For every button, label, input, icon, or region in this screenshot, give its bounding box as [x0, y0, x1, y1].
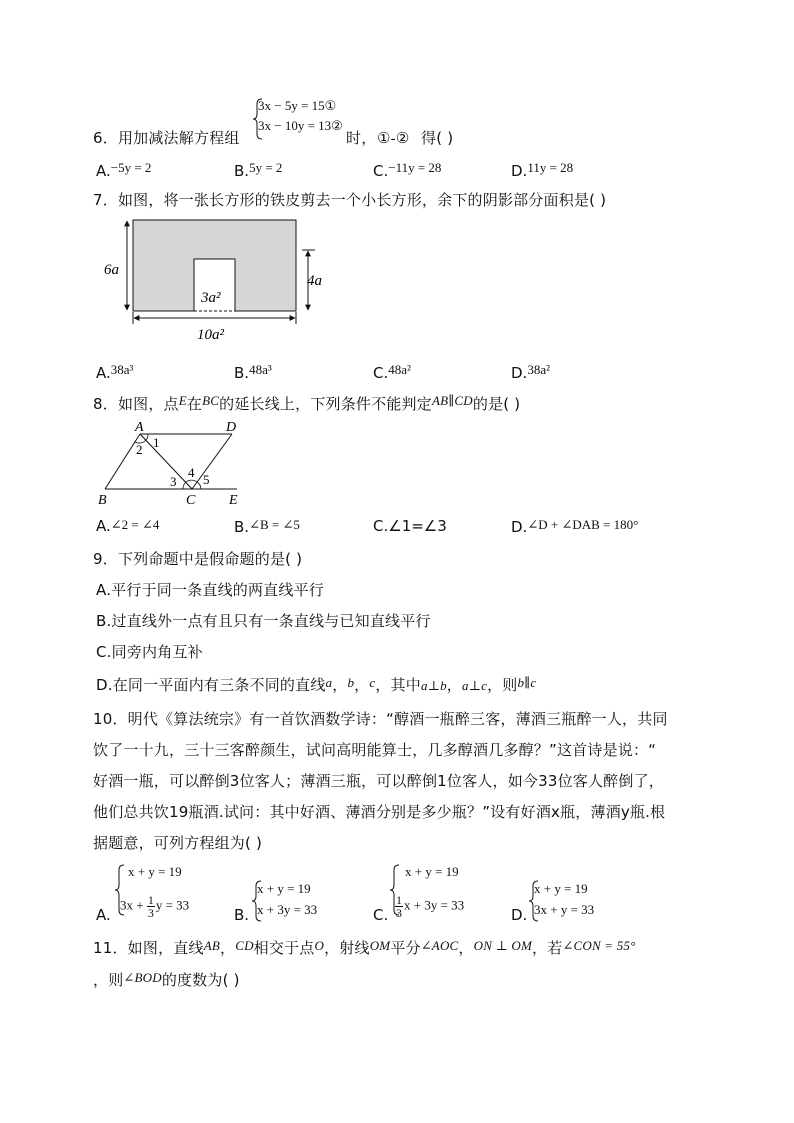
point-B: B	[98, 493, 107, 506]
point-C: C	[186, 493, 196, 506]
q9-text: 9．下列命题中是假命题的是( )	[93, 550, 303, 568]
q10-c-eq2: $\frac{1}{3}$ x + 3y = 33	[396, 893, 465, 920]
q10-d-eq2: 3x + y = 33	[534, 902, 595, 917]
q6-prefix: 6．用加减法解方程组	[93, 129, 240, 147]
q10-line-3: 好酒一瓶，可以醉倒3位客人；薄酒三瓶，可以醉倒1位客人，如今33位客人醉倒了，	[93, 772, 664, 790]
q8-option-a: A.∠2 = ∠4	[96, 517, 160, 535]
angle-5: 5	[203, 472, 210, 487]
q10-line-4: 他们总共饮19瓶酒.试问：其中好酒、薄酒分别是多少瓶？”设有好酒x瓶，薄酒y瓶.根	[93, 803, 666, 821]
q8-option-c: C.∠1=∠3	[373, 517, 447, 535]
q6-option-c: C.−11y = 28	[373, 160, 442, 180]
label-left: 6a	[104, 262, 119, 278]
angle-2: 2	[136, 442, 143, 457]
q6-eq1: 3x − 5y = 15①	[258, 98, 337, 113]
point-A: A	[135, 420, 144, 435]
q9-option-d: D.在同一平面内有三条不同的直线a，b，c，其中a⊥b，a⊥c，则b∥c	[96, 675, 537, 694]
label-right: 4a	[307, 273, 322, 289]
q9-option-a: A.平行于同一条直线的两直线平行	[96, 581, 324, 599]
q10-b-eq1: x + y = 19	[257, 881, 311, 896]
q10-option-a-label: A.	[96, 906, 111, 924]
q10-line-1: 10．明代《算法统宗》有一首饮酒数学诗：“醇酒一瓶醉三客，薄酒三瓶醉一人，共同	[93, 710, 668, 728]
point-E: E	[229, 493, 238, 506]
q6-suffix1: 时，	[346, 129, 377, 147]
point-D: D	[226, 420, 237, 435]
q6-option-a: A.−5y = 2	[96, 160, 152, 180]
line-AB	[105, 434, 140, 489]
line-DC	[192, 434, 232, 489]
q10-line-2: 饮了一十九，三十三客醉颜生，试问高明能算士，几多醇酒几多醇？”这首诗是说：“	[93, 741, 657, 759]
q9-option-b: B.过直线外一点有且只有一条直线与已知直线平行	[96, 612, 431, 630]
q7-option-b: B.48a³	[234, 362, 272, 382]
q6-suffix2: ①-②	[377, 131, 410, 147]
q7-option-a: A.38a³	[96, 362, 134, 382]
q6-option-d: D.11y = 28	[511, 160, 574, 180]
q10-option-b-label: B.	[234, 906, 250, 924]
q9-option-c: C.同旁内角互补	[96, 643, 203, 661]
arc-3	[183, 482, 186, 489]
arc-5	[197, 482, 201, 489]
line-AC	[140, 434, 192, 489]
q6-eq2: 3x − 10y = 13②	[258, 118, 343, 133]
q7-option-c: C.48a²	[373, 362, 411, 382]
q8-figure	[95, 418, 255, 506]
q7-figure	[100, 212, 340, 347]
angle-3: 3	[170, 474, 177, 489]
q8-option-b: B.∠B = ∠5	[234, 517, 300, 536]
q10-option-c-label: C.	[373, 906, 389, 924]
q11-line-2: ，则∠BOD的度数为( )	[93, 970, 240, 989]
label-inner: 3a²	[201, 290, 221, 306]
fraction: $\frac{1}{3}$	[147, 893, 154, 920]
angle-4: 4	[188, 465, 195, 480]
q8-text: 8．如图，点E在BC的延长线上，下列条件不能判定AB∥CD的是( )	[93, 393, 521, 413]
q10-option-d-label: D.	[511, 906, 528, 924]
q10-b-eq2: x + 3y = 33	[257, 902, 318, 917]
q8-option-d: D.∠D + ∠DAB = 180°	[511, 517, 639, 536]
q6-option-b: B.5y = 2	[234, 160, 283, 180]
arc-1	[146, 434, 148, 440]
q7-option-d: D.38a²	[511, 362, 550, 382]
q6-suffix3: 得( )	[421, 129, 454, 147]
q7-text: 7．如图，将一张长方形的铁皮剪去一个小长方形，余下的阴影部分面积是( )	[93, 191, 607, 209]
q10-line-5: 据题意，可列方程组为( )	[93, 834, 263, 852]
arc-4	[186, 480, 197, 482]
angle-1: 1	[153, 435, 160, 450]
fraction: $\frac{1}{3}$	[396, 893, 402, 920]
q10-c-eq1: x + y = 19	[405, 864, 459, 879]
q10-a-eq2: 3x + $\frac{1}{3}$ y = 33	[120, 893, 190, 920]
q11-line-1: 11．如图，直线AB，CD相交于点O，射线OM平分∠AOC，ON ⊥ OM，若∠CON = 55°	[93, 938, 636, 957]
label-bottom: 10a²	[197, 327, 224, 343]
q10-a-eq1: x + y = 19	[128, 864, 182, 879]
q10-d-eq1: x + y = 19	[534, 881, 588, 896]
